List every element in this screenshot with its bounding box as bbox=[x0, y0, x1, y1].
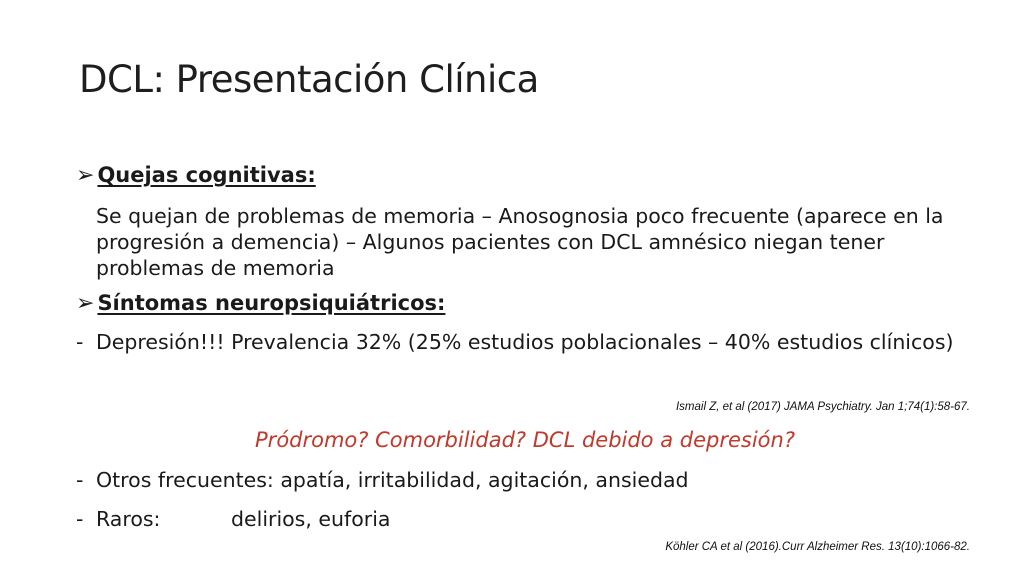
list-item-text: Otros frecuentes: apatía, irritabilidad, agitación, ansiedad bbox=[96, 468, 689, 492]
list-item-body bbox=[96, 506, 976, 532]
question-highlight: Pródromo? Comorbilidad? DCL debido a depresión? bbox=[255, 428, 795, 452]
arrow-bullet-icon: ➢ bbox=[76, 163, 95, 188]
reference-kohler: Köhler CA et al (2016).Curr Alzheimer Res. 13(10):1066-82. bbox=[665, 541, 970, 553]
heading-text: Quejas cognitivas: bbox=[97, 163, 316, 187]
list-item-label: Raros: bbox=[96, 507, 161, 531]
list-item-text: delirios, euforia bbox=[231, 507, 391, 531]
arrow-bullet-icon: ➢ bbox=[76, 291, 95, 316]
heading-sintomas-neuropsiquiatricos bbox=[76, 291, 445, 316]
dash-bullet: - bbox=[76, 468, 84, 492]
heading-quejas-cognitivas bbox=[76, 163, 316, 188]
reference-ismail: Ismail Z, et al (2017) JAMA Psychiatry. Jan 1;74(1):58-67. bbox=[675, 401, 970, 413]
slide-title: DCL: Presentación Clínica bbox=[79, 58, 539, 101]
list-item-raros bbox=[76, 506, 976, 532]
paragraph-quejas: Se quejan de problemas de memoria – Anosognosia poco frecuente (aparece en la progresión a demencia) – Algunos pacientes con DCL amnésico niegan tener problemas de memoria bbox=[96, 204, 944, 280]
list-item-depresion bbox=[76, 329, 976, 355]
dash-bullet: - bbox=[76, 330, 84, 354]
heading-text: Síntomas neuropsiquiátricos: bbox=[97, 291, 446, 315]
dash-bullet: - bbox=[76, 507, 84, 531]
list-item-text: Depresión!!! Prevalencia 32% (25% estudios poblacionales – 40% estudios clínicos) bbox=[96, 330, 954, 354]
list-item-otros bbox=[76, 467, 976, 493]
